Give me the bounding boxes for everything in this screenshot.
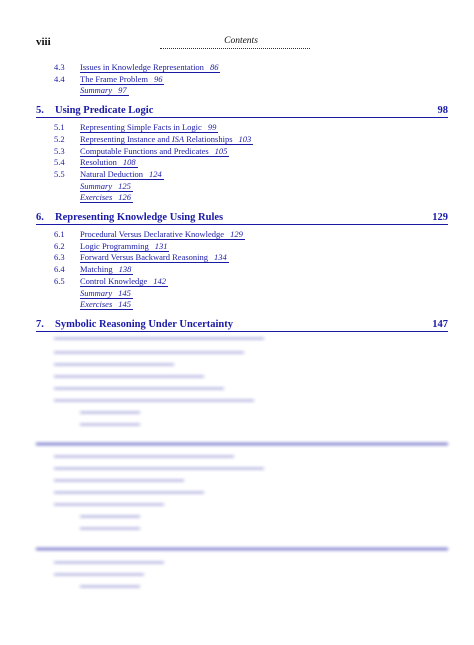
section-title: Resolution — [80, 157, 117, 168]
section-link — [80, 252, 229, 263]
section-number: 5.1 — [54, 122, 65, 133]
section-page: 134 — [214, 252, 227, 263]
section-link — [80, 85, 129, 96]
section-title: Natural Deduction — [80, 168, 144, 179]
section-title: Matching — [80, 264, 113, 275]
section-title: Forward Versus Backward Reasoning — [80, 252, 209, 263]
section-link — [80, 288, 133, 299]
toc-chapter[interactable] — [36, 319, 448, 332]
section-link — [80, 299, 133, 310]
section-number: 5.4 — [54, 157, 65, 168]
section-link — [80, 241, 169, 252]
section-title: Exercises — [80, 299, 113, 310]
section-number: 6.5 — [54, 275, 65, 286]
section-link — [80, 74, 164, 85]
section-number: 6.4 — [54, 264, 65, 275]
chapter-title: Symbolic Reasoning Under Uncertainty — [55, 318, 234, 330]
section-page: 131 — [154, 240, 168, 251]
section-title: Logic Programming — [80, 240, 149, 251]
section-page: 145 — [118, 299, 132, 310]
section-number: 5.3 — [54, 145, 65, 156]
section-link — [80, 264, 133, 275]
section-page: 145 — [118, 287, 131, 298]
section-page: 96 — [153, 73, 163, 84]
section-link — [80, 146, 229, 157]
section-link — [80, 229, 245, 240]
section-link — [80, 181, 133, 192]
section-title: Exercises — [80, 192, 113, 203]
section-number: 5.5 — [54, 168, 65, 179]
chapter-title: Representing Knowledge Using Rules — [55, 212, 224, 223]
section-title: Representing Instance and ISA Relationships — [80, 133, 233, 144]
section-link — [80, 62, 220, 73]
chapter-title: Using Predicate Logic — [55, 105, 154, 117]
section-title: Issues in Knowledge Representation — [80, 62, 204, 72]
chapter-number: 7. — [36, 318, 44, 330]
running-title: Contents — [224, 36, 258, 46]
section-title: Computable Functions and Predicates — [80, 145, 209, 156]
section-page: 86 — [209, 62, 219, 72]
section-number: 4.4 — [54, 73, 65, 84]
page-number: viii — [36, 36, 51, 48]
chapter-page: 147 — [432, 318, 448, 330]
section-page: 129 — [230, 229, 243, 239]
section-title: The Frame Problem — [80, 73, 148, 84]
chapter-number: 5. — [36, 105, 44, 117]
section-page: 126 — [118, 192, 132, 203]
section-page: 97 — [118, 85, 127, 96]
section-link — [80, 134, 253, 145]
chapter-page: 129 — [432, 212, 448, 223]
section-page: 125 — [118, 180, 131, 191]
chapter-page: 98 — [437, 105, 448, 117]
section-title: Procedural Versus Declarative Knowledge — [80, 229, 225, 239]
section-page: 138 — [118, 264, 132, 275]
section-title: Control Knowledge — [80, 275, 148, 286]
section-number: 6.2 — [54, 240, 65, 251]
chapter-number: 6. — [36, 212, 44, 223]
section-title: Summary — [80, 287, 113, 298]
toc-chapter[interactable] — [36, 212, 448, 225]
section-page: 103 — [238, 133, 252, 144]
section-link — [80, 169, 164, 180]
section-page: 124 — [149, 168, 162, 179]
section-number: 6.3 — [54, 252, 65, 263]
section-number: 6.1 — [54, 229, 65, 239]
section-page: 142 — [153, 275, 167, 286]
section-title: Summary — [80, 180, 113, 191]
section-link — [80, 122, 218, 133]
section-link — [80, 192, 133, 203]
section-page: 105 — [214, 145, 228, 156]
toc-chapter[interactable] — [36, 105, 448, 118]
section-title: Summary — [80, 85, 113, 96]
header-rule — [160, 48, 310, 50]
section-page: 108 — [122, 157, 136, 168]
section-page: 99 — [207, 122, 217, 133]
section-number: 4.3 — [54, 62, 65, 72]
section-link — [80, 276, 168, 287]
section-title: Representing Simple Facts in Logic — [80, 122, 202, 133]
section-link — [80, 157, 138, 168]
section-number: 5.2 — [54, 133, 65, 144]
